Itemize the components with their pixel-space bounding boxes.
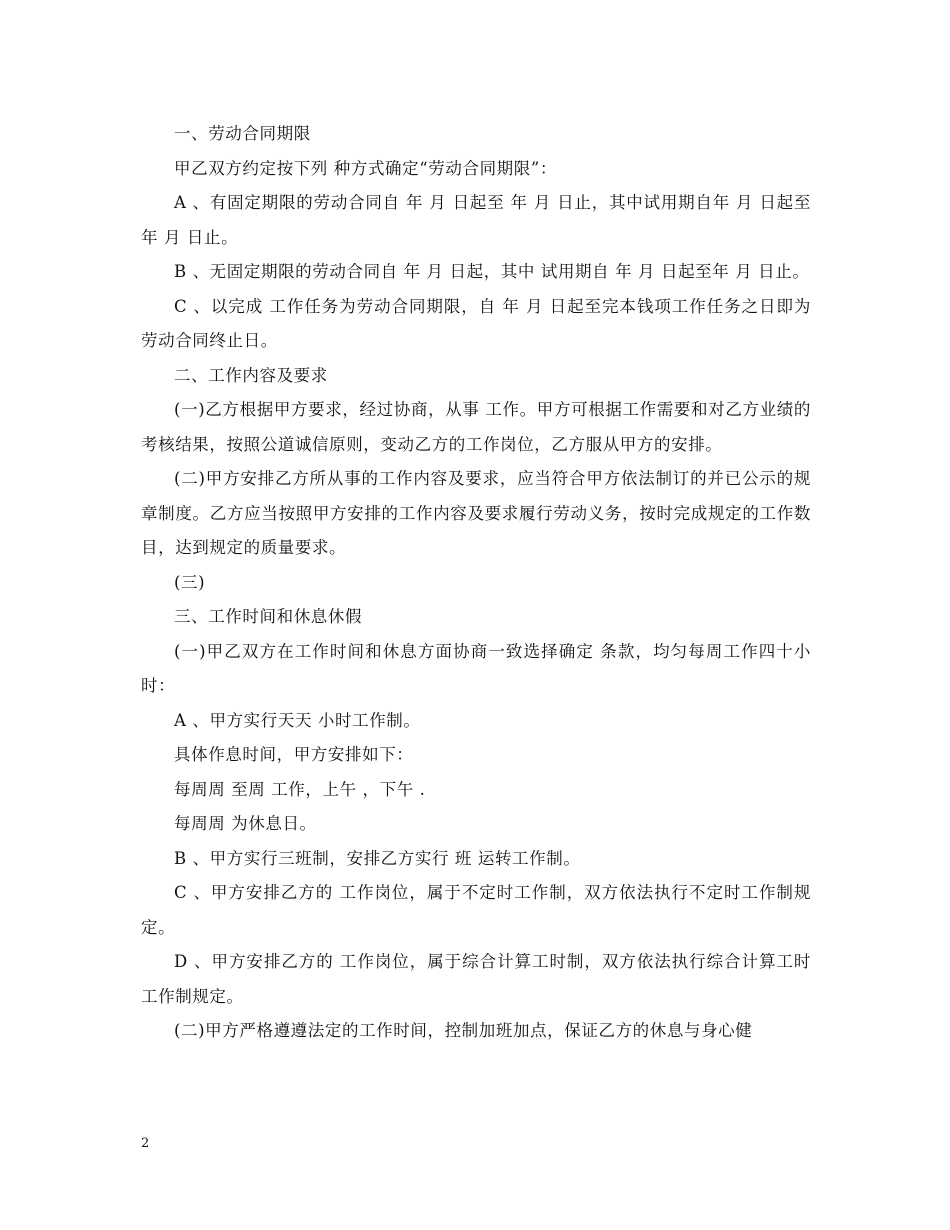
paragraph-hours-option-c: C 、甲方安排乙方的 工作岗位，属于不定时工作制，双方依法执行不定时工作制规定。 [141, 883, 811, 937]
paragraph-term-method: 甲乙双方约定按下列 种方式确定“劳动合同期限”： [174, 158, 558, 178]
section-heading-work-content: 二、工作内容及要求 [174, 365, 328, 385]
paragraph-hours-option-d: D 、甲方安排乙方的 工作岗位，属于综合计算工时制，双方依法执行综合计算工时工作制规定。 [141, 952, 811, 1006]
section-heading-contract-term: 一、劳动合同期限 [174, 124, 311, 143]
document-body [141, 117, 811, 1049]
paragraph-rest-day: 每周周 为休息日。 [174, 814, 317, 833]
paragraph-option-c-task-term: C 、以完成 工作任务为劳动合同期限，自 年 月 日起至完本钱项工作任务之日即为劳动合同终止日。 [141, 296, 811, 350]
paragraph-work-content-2: (二)甲方安排乙方所从事的工作内容及要求，应当符合甲方依法制订的并已公示的规章制度。乙方应当按照甲方安排的工作内容及要求履行劳动义务，按时完成规定的工作数目，达到规定的质量要求。 [141, 469, 811, 557]
paragraph-work-content-1: (一)乙方根据甲方要求，经过协商，从事 工作。甲方可根据工作需要和对乙方业绩的考核结果，按照公道诚信原则，变动乙方的工作岗位，乙方服从甲方的安排。 [141, 400, 811, 454]
page-number: 2 [141, 1136, 150, 1151]
paragraph-hours-option-a: A 、甲方实行天天 小时工作制。 [174, 710, 421, 730]
paragraph-weekly-schedule: 每周周 至周 工作，上午 ，下午 . [174, 779, 426, 799]
paragraph-hours-option-b: B 、甲方实行三班制，安排乙方实行 班 运转工作制。 [174, 848, 581, 868]
paragraph-option-a-fixed-term: A 、有固定期限的劳动合同自 年 月 日起至 年 月 日止，其中试用期自年 月 日起至 年 月 日止。 [141, 193, 811, 247]
paragraph-hours-1: (一)甲乙双方在工作时间和休息方面协商一致选择确定 条款，均匀每周工作四十小时： [141, 641, 811, 695]
section-heading-working-hours: 三、工作时间和休息休假 [174, 607, 363, 626]
paragraph-schedule-intro: 具体作息时间，甲方安排如下： [174, 745, 414, 764]
paragraph-hours-2: (二)甲方严格遵遵法定的工作时间，控制加班加点，保证乙方的休息与身心健 [174, 1021, 753, 1040]
paragraph-option-b-open-term: B 、无固定期限的劳动合同自 年 月 日起，其中 试用期自 年 月 日起至年 月 日止。 [174, 262, 810, 281]
paragraph-work-content-3: (三) [174, 572, 206, 592]
